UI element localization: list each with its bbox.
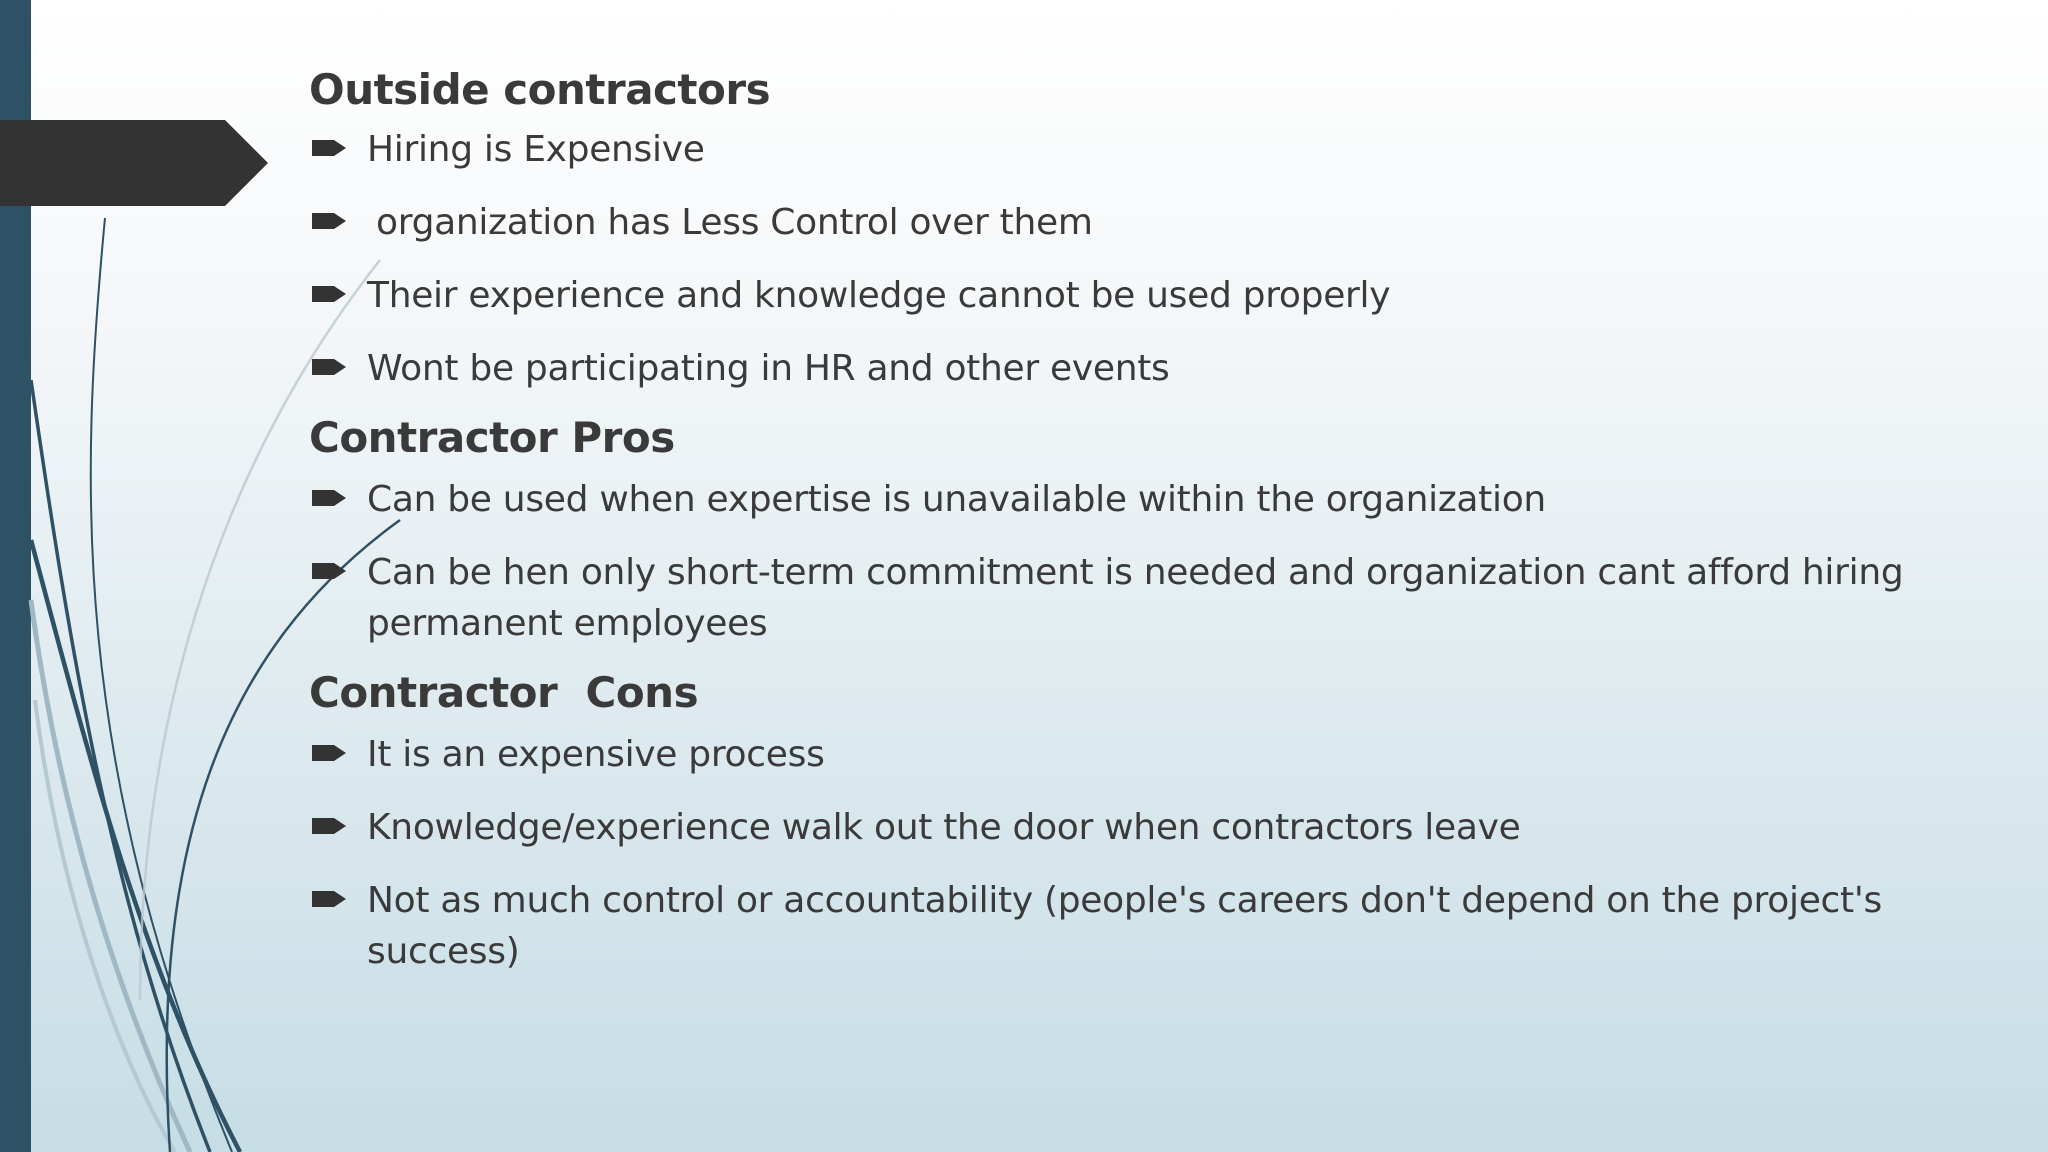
bullet-list <box>309 474 1949 649</box>
section-contractor-cons <box>309 665 1949 977</box>
arrow-bullet-icon <box>310 486 348 510</box>
arrow-bullet-icon <box>310 355 348 379</box>
list-item-text: Not as much control or accountability (people's careers don't depend on the project's success) <box>367 880 1882 972</box>
list-item <box>309 343 1949 394</box>
list-item <box>309 875 1949 977</box>
list-item <box>309 547 1949 649</box>
list-item-text: Can be used when expertise is unavailable within the organization <box>367 479 1546 520</box>
arrow-bullet-icon <box>310 741 348 765</box>
arrow-bullet-icon <box>310 814 348 838</box>
list-item-text: Their experience and knowledge cannot be used properly <box>367 275 1391 316</box>
slide-content <box>309 62 1949 999</box>
list-item <box>309 197 1949 248</box>
arrow-bullet-icon <box>310 136 348 160</box>
list-item-text: organization has Less Control over them <box>376 202 1093 243</box>
list-item <box>309 474 1949 525</box>
arrow-bullet-icon <box>310 887 348 911</box>
section-heading: Outside contractors <box>309 65 771 114</box>
list-item <box>309 124 1949 175</box>
list-item-text: Knowledge/experience walk out the door when contractors leave <box>367 807 1521 848</box>
arrow-bullet-icon <box>310 282 348 306</box>
bullet-list <box>309 729 1949 977</box>
list-item-text: Hiring is Expensive <box>367 129 705 170</box>
section-heading: Contractor Pros <box>309 413 675 462</box>
arrow-bullet-icon <box>310 559 348 583</box>
list-item <box>309 802 1949 853</box>
list-item <box>309 270 1949 321</box>
list-item-text: Can be hen only short-term commitment is needed and organization cant afford hiring permanent employees <box>367 552 1904 644</box>
section-contractor-pros <box>309 410 1949 649</box>
arrow-tab-shape <box>0 120 268 206</box>
section-outside-contractors <box>309 62 1949 394</box>
list-item <box>309 729 1949 780</box>
arrow-bullet-icon <box>310 209 348 233</box>
bullet-list <box>309 124 1949 394</box>
list-item-text: It is an expensive process <box>367 734 825 775</box>
section-heading: Contractor Cons <box>309 668 699 717</box>
list-item-text: Wont be participating in HR and other events <box>367 348 1170 389</box>
